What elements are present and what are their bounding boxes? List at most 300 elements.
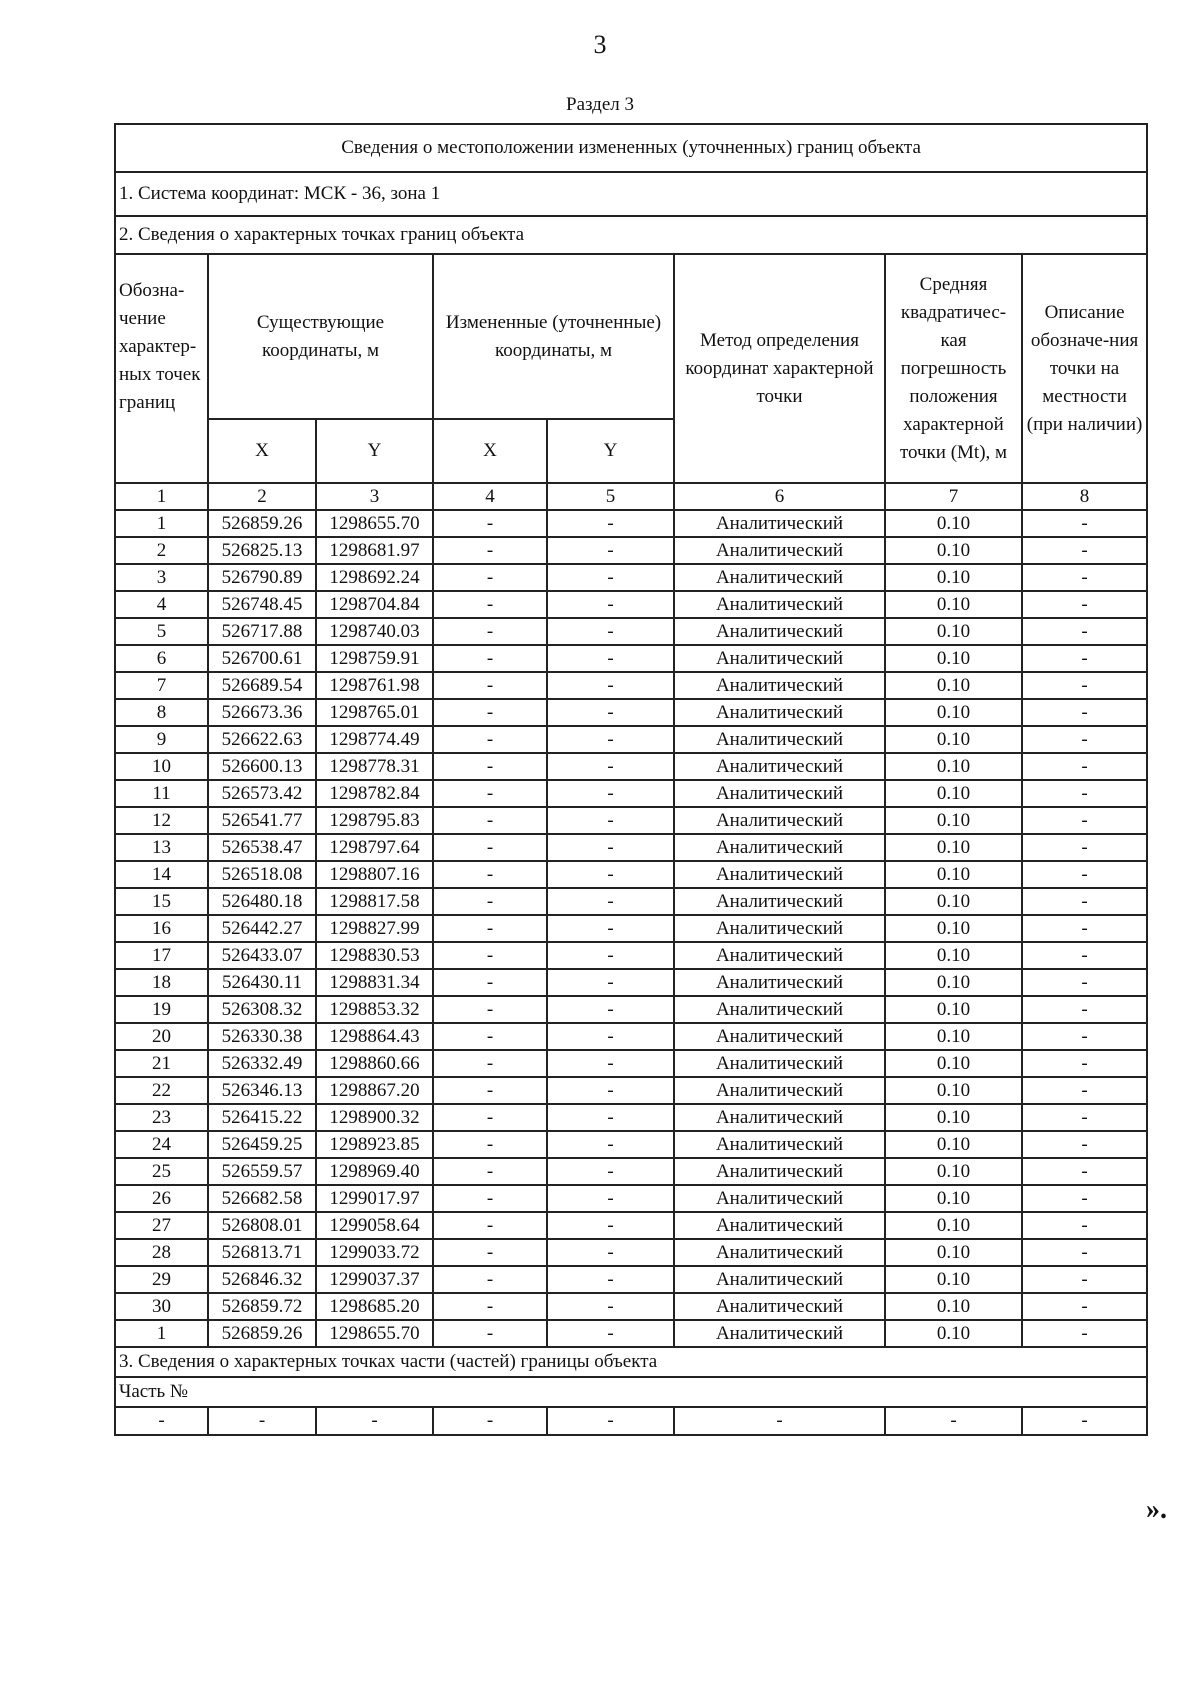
table-row — [115, 1131, 1147, 1158]
cell-point-number: 8 — [115, 699, 208, 726]
cell-existing-y: 1298655.70 — [316, 510, 433, 537]
cell-method: Аналитический — [674, 618, 885, 645]
cell-changed-x: - — [433, 591, 547, 618]
cell-existing-y: 1298740.03 — [316, 618, 433, 645]
cell-point-number: 27 — [115, 1212, 208, 1239]
cell-changed-x: - — [433, 1320, 547, 1347]
cell-method: Аналитический — [674, 969, 885, 996]
cell-existing-y: 1298817.58 — [316, 888, 433, 915]
cell-changed-y: - — [547, 591, 674, 618]
cell-changed-y: - — [547, 780, 674, 807]
cell-method: Аналитический — [674, 1293, 885, 1320]
cell-changed-x: - — [433, 1131, 547, 1158]
cell-point-number: 2 — [115, 537, 208, 564]
column-number: 2 — [208, 483, 316, 510]
cell-method: Аналитический — [674, 645, 885, 672]
cell-description: - — [1022, 807, 1147, 834]
table-row — [115, 537, 1147, 564]
cell-point-number: 19 — [115, 996, 208, 1023]
cell-description: - — [1022, 888, 1147, 915]
header-changed-x: X — [433, 419, 547, 483]
cell-changed-x: - — [433, 1104, 547, 1131]
cell-changed-y: - — [547, 1131, 674, 1158]
cell-existing-y: 1298765.01 — [316, 699, 433, 726]
cell-description: - — [1022, 1266, 1147, 1293]
cell-existing-x: 526859.26 — [208, 510, 316, 537]
cell-error: 0.10 — [885, 780, 1022, 807]
cell-description: - — [1022, 699, 1147, 726]
cell-method: Аналитический — [674, 510, 885, 537]
cell-point-number: 12 — [115, 807, 208, 834]
cell-point-number: 21 — [115, 1050, 208, 1077]
cell-existing-x: 526622.63 — [208, 726, 316, 753]
cell-changed-y: - — [547, 915, 674, 942]
cell-method: Аналитический — [674, 834, 885, 861]
cell-error: 0.10 — [885, 1266, 1022, 1293]
cell-description: - — [1022, 915, 1147, 942]
cell-error: 0.10 — [885, 645, 1022, 672]
cell-existing-y: 1298827.99 — [316, 915, 433, 942]
empty-cell: - — [885, 1407, 1022, 1435]
table-row — [115, 996, 1147, 1023]
table-row — [115, 618, 1147, 645]
cell-existing-x: 526308.32 — [208, 996, 316, 1023]
table-row — [115, 753, 1147, 780]
cell-point-number: 5 — [115, 618, 208, 645]
cell-existing-y: 1298853.32 — [316, 996, 433, 1023]
cell-existing-x: 526689.54 — [208, 672, 316, 699]
cell-changed-x: - — [433, 1050, 547, 1077]
cell-method: Аналитический — [674, 780, 885, 807]
table-row — [115, 915, 1147, 942]
cell-point-number: 7 — [115, 672, 208, 699]
table-title: Сведения о местоположении измененных (уточненных) границ объекта — [115, 124, 1147, 172]
column-number: 6 — [674, 483, 885, 510]
cell-point-number: 3 — [115, 564, 208, 591]
table-row — [115, 726, 1147, 753]
header-existing-y: Y — [316, 419, 433, 483]
cell-error: 0.10 — [885, 915, 1022, 942]
cell-changed-y: - — [547, 645, 674, 672]
cell-existing-y: 1298860.66 — [316, 1050, 433, 1077]
cell-changed-y: - — [547, 834, 674, 861]
cell-point-number: 1 — [115, 510, 208, 537]
cell-changed-y: - — [547, 1023, 674, 1050]
table-row — [115, 1239, 1147, 1266]
cell-method: Аналитический — [674, 1320, 885, 1347]
cell-method: Аналитический — [674, 942, 885, 969]
header-method: Метод определения координат характерной точки — [674, 254, 885, 483]
points-heading: 2. Сведения о характерных точках границ объекта — [115, 216, 1147, 254]
cell-changed-y: - — [547, 1239, 674, 1266]
cell-existing-x: 526459.25 — [208, 1131, 316, 1158]
cell-changed-y: - — [547, 753, 674, 780]
cell-existing-y: 1298831.34 — [316, 969, 433, 996]
cell-error: 0.10 — [885, 537, 1022, 564]
cell-error: 0.10 — [885, 591, 1022, 618]
cell-changed-y: - — [547, 969, 674, 996]
cell-description: - — [1022, 1320, 1147, 1347]
header-existing-x: X — [208, 419, 316, 483]
cell-method: Аналитический — [674, 1104, 885, 1131]
cell-error: 0.10 — [885, 1158, 1022, 1185]
cell-error: 0.10 — [885, 1239, 1022, 1266]
closing-quote: ». — [1146, 1494, 1167, 1525]
cell-point-number: 22 — [115, 1077, 208, 1104]
cell-existing-x: 526682.58 — [208, 1185, 316, 1212]
cell-changed-y: - — [547, 861, 674, 888]
header-point-name: Обозна-чение характер-ных точек границ — [115, 254, 208, 483]
cell-method: Аналитический — [674, 1239, 885, 1266]
cell-existing-y: 1298797.64 — [316, 834, 433, 861]
cell-method: Аналитический — [674, 1023, 885, 1050]
cell-description: - — [1022, 1158, 1147, 1185]
table-row — [115, 1023, 1147, 1050]
cell-existing-x: 526790.89 — [208, 564, 316, 591]
table-row — [115, 1266, 1147, 1293]
table-row — [115, 807, 1147, 834]
cell-error: 0.10 — [885, 1104, 1022, 1131]
table-row — [115, 861, 1147, 888]
empty-part-row — [115, 1407, 1147, 1435]
cell-changed-y: - — [547, 726, 674, 753]
cell-changed-y: - — [547, 1266, 674, 1293]
cell-error: 0.10 — [885, 510, 1022, 537]
cell-description: - — [1022, 969, 1147, 996]
cell-point-number: 28 — [115, 1239, 208, 1266]
cell-changed-y: - — [547, 564, 674, 591]
cell-point-number: 25 — [115, 1158, 208, 1185]
cell-existing-x: 526748.45 — [208, 591, 316, 618]
cell-changed-x: - — [433, 672, 547, 699]
cell-changed-x: - — [433, 726, 547, 753]
cell-method: Аналитический — [674, 888, 885, 915]
header-description: Описание обозначе-ния точки на местности (при наличии) — [1022, 254, 1147, 483]
cell-point-number: 14 — [115, 861, 208, 888]
cell-existing-y: 1298782.84 — [316, 780, 433, 807]
cell-changed-y: - — [547, 888, 674, 915]
cell-method: Аналитический — [674, 564, 885, 591]
table-row — [115, 1077, 1147, 1104]
cell-changed-x: - — [433, 1158, 547, 1185]
cell-existing-y: 1298655.70 — [316, 1320, 433, 1347]
cell-description: - — [1022, 942, 1147, 969]
cell-existing-x: 526538.47 — [208, 834, 316, 861]
cell-point-number: 11 — [115, 780, 208, 807]
cell-existing-x: 526442.27 — [208, 915, 316, 942]
cell-existing-x: 526541.77 — [208, 807, 316, 834]
cell-method: Аналитический — [674, 537, 885, 564]
cell-existing-x: 526346.13 — [208, 1077, 316, 1104]
cell-method: Аналитический — [674, 1185, 885, 1212]
cell-error: 0.10 — [885, 564, 1022, 591]
cell-description: - — [1022, 537, 1147, 564]
table-row — [115, 1050, 1147, 1077]
cell-description: - — [1022, 1050, 1147, 1077]
cell-description: - — [1022, 510, 1147, 537]
cell-changed-y: - — [547, 1077, 674, 1104]
cell-changed-y: - — [547, 699, 674, 726]
cell-existing-y: 1299017.97 — [316, 1185, 433, 1212]
cell-changed-x: - — [433, 996, 547, 1023]
cell-point-number: 13 — [115, 834, 208, 861]
cell-description: - — [1022, 564, 1147, 591]
cell-point-number: 29 — [115, 1266, 208, 1293]
cell-existing-x: 526717.88 — [208, 618, 316, 645]
cell-changed-x: - — [433, 1077, 547, 1104]
cell-error: 0.10 — [885, 1050, 1022, 1077]
cell-changed-x: - — [433, 1239, 547, 1266]
cell-changed-y: - — [547, 1293, 674, 1320]
cell-changed-y: - — [547, 1050, 674, 1077]
table-row — [115, 1158, 1147, 1185]
cell-existing-x: 526700.61 — [208, 645, 316, 672]
cell-method: Аналитический — [674, 1266, 885, 1293]
cell-existing-x: 526846.32 — [208, 1266, 316, 1293]
cell-method: Аналитический — [674, 1050, 885, 1077]
cell-existing-x: 526430.11 — [208, 969, 316, 996]
cell-description: - — [1022, 591, 1147, 618]
cell-changed-y: - — [547, 1320, 674, 1347]
cell-method: Аналитический — [674, 1212, 885, 1239]
section-title: Раздел 3 — [566, 94, 634, 115]
cell-description: - — [1022, 861, 1147, 888]
cell-existing-x: 526859.26 — [208, 1320, 316, 1347]
cell-existing-y: 1298761.98 — [316, 672, 433, 699]
cell-description: - — [1022, 672, 1147, 699]
cell-changed-y: - — [547, 942, 674, 969]
cell-existing-x: 526573.42 — [208, 780, 316, 807]
table-row — [115, 699, 1147, 726]
cell-changed-x: - — [433, 618, 547, 645]
table-row — [115, 1293, 1147, 1320]
cell-description: - — [1022, 1077, 1147, 1104]
cell-description: - — [1022, 1293, 1147, 1320]
header-existing-coordinates: Существующие координаты, м — [208, 254, 433, 419]
cell-method: Аналитический — [674, 1158, 885, 1185]
cell-changed-x: - — [433, 1023, 547, 1050]
cell-point-number: 9 — [115, 726, 208, 753]
cell-error: 0.10 — [885, 807, 1022, 834]
cell-changed-y: - — [547, 1212, 674, 1239]
cell-error: 0.10 — [885, 969, 1022, 996]
cell-point-number: 20 — [115, 1023, 208, 1050]
cell-existing-x: 526480.18 — [208, 888, 316, 915]
cell-changed-x: - — [433, 969, 547, 996]
cell-description: - — [1022, 1131, 1147, 1158]
cell-existing-x: 526673.36 — [208, 699, 316, 726]
cell-changed-y: - — [547, 618, 674, 645]
cell-description: - — [1022, 726, 1147, 753]
cell-existing-y: 1298864.43 — [316, 1023, 433, 1050]
cell-changed-y: - — [547, 996, 674, 1023]
cell-changed-x: - — [433, 645, 547, 672]
cell-existing-x: 526332.49 — [208, 1050, 316, 1077]
cell-existing-y: 1298923.85 — [316, 1131, 433, 1158]
cell-error: 0.10 — [885, 1185, 1022, 1212]
cell-changed-y: - — [547, 537, 674, 564]
cell-changed-x: - — [433, 1185, 547, 1212]
cell-changed-x: - — [433, 834, 547, 861]
table-row — [115, 1212, 1147, 1239]
cell-error: 0.10 — [885, 699, 1022, 726]
cell-method: Аналитический — [674, 672, 885, 699]
empty-cell: - — [674, 1407, 885, 1435]
cell-existing-y: 1298867.20 — [316, 1077, 433, 1104]
cell-existing-y: 1298774.49 — [316, 726, 433, 753]
table-row — [115, 1185, 1147, 1212]
cell-error: 0.10 — [885, 1320, 1022, 1347]
cell-existing-y: 1299058.64 — [316, 1212, 433, 1239]
cell-point-number: 1 — [115, 1320, 208, 1347]
cell-error: 0.10 — [885, 1077, 1022, 1104]
cell-existing-x: 526825.13 — [208, 537, 316, 564]
cell-description: - — [1022, 1239, 1147, 1266]
cell-changed-x: - — [433, 753, 547, 780]
empty-cell: - — [1022, 1407, 1147, 1435]
cell-existing-y: 1299033.72 — [316, 1239, 433, 1266]
cell-error: 0.10 — [885, 618, 1022, 645]
cell-existing-y: 1298807.16 — [316, 861, 433, 888]
cell-existing-x: 526433.07 — [208, 942, 316, 969]
cell-existing-x: 526415.22 — [208, 1104, 316, 1131]
cell-error: 0.10 — [885, 861, 1022, 888]
cell-existing-x: 526600.13 — [208, 753, 316, 780]
table-row — [115, 510, 1147, 537]
parts-heading: 3. Сведения о характерных точках части (частей) границы объекта — [115, 1347, 1147, 1377]
cell-point-number: 17 — [115, 942, 208, 969]
cell-changed-x: - — [433, 537, 547, 564]
cell-existing-y: 1298759.91 — [316, 645, 433, 672]
column-number: 4 — [433, 483, 547, 510]
table-row — [115, 834, 1147, 861]
cell-existing-y: 1299037.37 — [316, 1266, 433, 1293]
cell-point-number: 18 — [115, 969, 208, 996]
cell-point-number: 24 — [115, 1131, 208, 1158]
column-number-row — [115, 483, 1147, 510]
cell-error: 0.10 — [885, 834, 1022, 861]
cell-error: 0.10 — [885, 1293, 1022, 1320]
cell-changed-y: - — [547, 807, 674, 834]
cell-description: - — [1022, 1023, 1147, 1050]
cell-description: - — [1022, 618, 1147, 645]
header-changed-coordinates: Измененные (уточненные) координаты, м — [433, 254, 674, 419]
table-row — [115, 564, 1147, 591]
table-row — [115, 672, 1147, 699]
cell-error: 0.10 — [885, 672, 1022, 699]
table-row — [115, 1104, 1147, 1131]
cell-error: 0.10 — [885, 996, 1022, 1023]
cell-changed-y: - — [547, 672, 674, 699]
cell-method: Аналитический — [674, 996, 885, 1023]
cell-description: - — [1022, 996, 1147, 1023]
cell-point-number: 10 — [115, 753, 208, 780]
cell-description: - — [1022, 834, 1147, 861]
cell-description: - — [1022, 1104, 1147, 1131]
cell-changed-x: - — [433, 915, 547, 942]
boundary-points-table — [114, 123, 1148, 1436]
cell-changed-x: - — [433, 699, 547, 726]
cell-point-number: 23 — [115, 1104, 208, 1131]
cell-existing-x: 526330.38 — [208, 1023, 316, 1050]
cell-changed-x: - — [433, 1293, 547, 1320]
cell-method: Аналитический — [674, 591, 885, 618]
cell-existing-x: 526518.08 — [208, 861, 316, 888]
cell-point-number: 6 — [115, 645, 208, 672]
cell-point-number: 16 — [115, 915, 208, 942]
cell-changed-y: - — [547, 1104, 674, 1131]
cell-method: Аналитический — [674, 699, 885, 726]
table-row — [115, 888, 1147, 915]
table-row — [115, 645, 1147, 672]
cell-changed-x: - — [433, 564, 547, 591]
cell-existing-y: 1298900.32 — [316, 1104, 433, 1131]
cell-method: Аналитический — [674, 1077, 885, 1104]
cell-description: - — [1022, 780, 1147, 807]
table-row — [115, 591, 1147, 618]
cell-changed-x: - — [433, 942, 547, 969]
cell-existing-x: 526813.71 — [208, 1239, 316, 1266]
cell-method: Аналитический — [674, 807, 885, 834]
part-number-label: Часть № — [115, 1377, 1147, 1407]
column-number: 1 — [115, 483, 208, 510]
cell-existing-y: 1298778.31 — [316, 753, 433, 780]
cell-point-number: 26 — [115, 1185, 208, 1212]
cell-description: - — [1022, 1185, 1147, 1212]
header-changed-y: Y — [547, 419, 674, 483]
cell-existing-y: 1298969.40 — [316, 1158, 433, 1185]
cell-existing-x: 526559.57 — [208, 1158, 316, 1185]
column-number: 8 — [1022, 483, 1147, 510]
cell-existing-y: 1298830.53 — [316, 942, 433, 969]
header-error: Средняя квадратичес-кая погрешность положения характерной точки (Mt), м — [885, 254, 1022, 483]
empty-cell: - — [547, 1407, 674, 1435]
cell-error: 0.10 — [885, 1023, 1022, 1050]
cell-changed-x: - — [433, 1266, 547, 1293]
cell-point-number: 4 — [115, 591, 208, 618]
cell-existing-x: 526808.01 — [208, 1212, 316, 1239]
cell-error: 0.10 — [885, 1131, 1022, 1158]
table-row — [115, 942, 1147, 969]
column-number: 5 — [547, 483, 674, 510]
cell-description: - — [1022, 753, 1147, 780]
cell-changed-x: - — [433, 861, 547, 888]
cell-changed-x: - — [433, 807, 547, 834]
cell-changed-x: - — [433, 888, 547, 915]
cell-existing-y: 1298704.84 — [316, 591, 433, 618]
empty-cell: - — [208, 1407, 316, 1435]
page-number: 3 — [593, 30, 607, 59]
cell-existing-x: 526859.72 — [208, 1293, 316, 1320]
table-row — [115, 1320, 1147, 1347]
cell-existing-y: 1298685.20 — [316, 1293, 433, 1320]
cell-changed-x: - — [433, 780, 547, 807]
empty-cell: - — [316, 1407, 433, 1435]
cell-method: Аналитический — [674, 753, 885, 780]
cell-error: 0.10 — [885, 726, 1022, 753]
cell-method: Аналитический — [674, 1131, 885, 1158]
cell-error: 0.10 — [885, 1212, 1022, 1239]
cell-error: 0.10 — [885, 753, 1022, 780]
cell-error: 0.10 — [885, 888, 1022, 915]
cell-method: Аналитический — [674, 726, 885, 753]
cell-description: - — [1022, 1212, 1147, 1239]
cell-existing-y: 1298681.97 — [316, 537, 433, 564]
coordinate-system: 1. Система координат: МСК - 36, зона 1 — [115, 172, 1147, 216]
table-row — [115, 969, 1147, 996]
column-number: 7 — [885, 483, 1022, 510]
cell-existing-y: 1298692.24 — [316, 564, 433, 591]
